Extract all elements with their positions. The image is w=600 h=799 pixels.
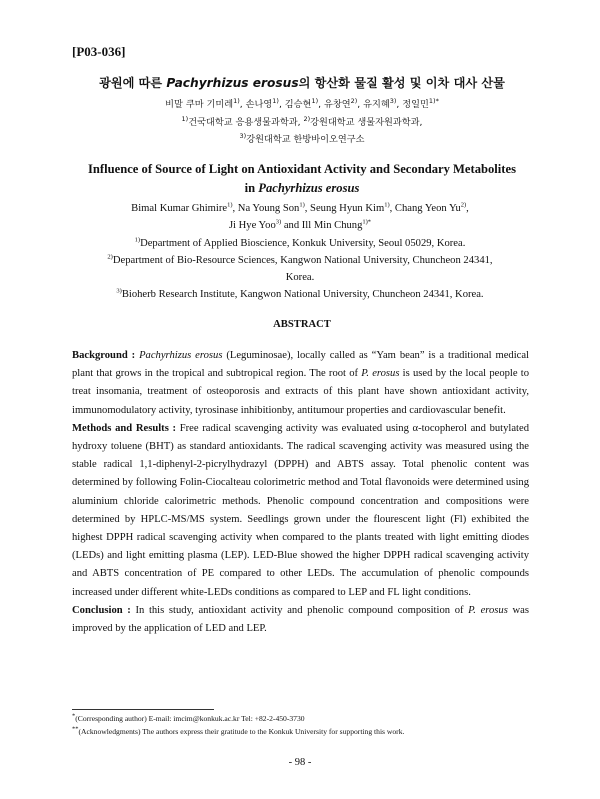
korean-title-post: 의 항산화 물질 활성 및 이차 대사 산물 <box>298 76 505 90</box>
english-affiliation-2 <box>60 255 540 266</box>
korean-affiliation-3: 강원대학교 한방바이오연구소 <box>246 134 365 145</box>
background-species: Pachyrhizus erosus <box>139 350 223 361</box>
footnote-text: (Corresponding author) E-mail: imcim@konkuk.ac.kr Tel: +82-2-450-3730 <box>75 714 305 723</box>
korean-title-species: Pachyrhizus erosus <box>166 76 299 90</box>
author-sup: 3) <box>389 96 397 105</box>
abstract-heading: ABSTRACT <box>273 319 331 330</box>
footnote-divider <box>72 709 214 710</box>
korean-affiliations-line1 <box>72 114 532 128</box>
methods-label: Methods and Results : <box>72 422 180 434</box>
author-separator: , <box>389 203 395 214</box>
affil-sup: 3) <box>116 287 122 295</box>
author-separator: , <box>239 99 246 110</box>
affil-sup: 3) <box>239 131 247 140</box>
author-name: Bimal Kumar Ghimire <box>131 203 228 214</box>
author-name: and Ill Min Chung <box>281 220 363 231</box>
methods-paragraph <box>72 420 529 602</box>
korean-affiliation-2: 강원대학교 생물자원과학과, <box>310 117 423 128</box>
author-sup: 1) <box>227 201 233 209</box>
author-name: 정일민 <box>402 99 429 110</box>
author-separator: , <box>396 99 403 110</box>
author-sup: 1)* <box>428 96 439 105</box>
footnote-sup: ** <box>72 725 79 733</box>
affil-sup: 2) <box>303 114 311 123</box>
author-name: Ji Hye Yoo <box>228 220 276 231</box>
english-authors-line2 <box>60 220 540 231</box>
author-sup: 1) <box>233 96 240 105</box>
author-sup: 3) <box>275 218 282 226</box>
conclusion-label: Conclusion : <box>72 604 136 616</box>
author-name: 유지혜 <box>363 99 390 110</box>
author-name: Chang Yeon Yu <box>394 203 461 214</box>
author-name: Na Young Son <box>237 203 300 214</box>
footnote-acknowledgments <box>72 727 404 736</box>
author-separator: , <box>466 203 469 214</box>
english-affiliation-2-cont: Korea. <box>285 272 315 283</box>
author-name: 유창연 <box>323 99 351 110</box>
background-text-2: is used by the local people to treat insomania, treatment of osteoporosis and extracts of this plant have shown antioxidant activity, immunomodulatory activity, tyrosinase inhibitionby, antitumour properties and cardiovascular benefit. <box>72 368 529 416</box>
affiliation-text: Bioherb Research Institute, Kangwon National University, Chuncheon 24341, Korea. <box>121 289 484 300</box>
author-sup: 1) <box>299 201 305 209</box>
affiliation-text: Department of Bio-Resource Sciences, Kangwon National University, Chuncheon 24341, <box>112 255 493 266</box>
poster-code: [P03-036] <box>72 44 126 59</box>
korean-title-pre: 광원에 따른 <box>99 76 167 90</box>
english-title-species: Pachyrhizus erosus <box>258 181 360 195</box>
affiliation-text: Department of Applied Bioscience, Konkuk University, Seoul 05029, Korea. <box>140 238 466 249</box>
background-text: (Leguminosae), locally called as “Yam bean” is a traditional medical plant that grows in the tropical and subtropical region. The root of <box>72 350 529 380</box>
conclusion-text: In this study, antioxidant activity and phenolic compound composition of <box>135 604 469 616</box>
footnote-text: (Acknowledgments) The authors express their gratitude to the Konkuk University for supporting this work. <box>78 727 405 736</box>
english-title-line2 <box>72 181 532 196</box>
korean-authors <box>72 96 532 110</box>
author-name: Seung Hyun Kim <box>310 203 385 214</box>
author-separator: , <box>357 99 364 110</box>
affil-sup: 1) <box>134 236 141 244</box>
page-number: - 98 - <box>288 757 312 768</box>
background-label: Background : <box>72 350 140 361</box>
affil-sup: 1) <box>181 114 189 123</box>
english-affiliation-1 <box>60 238 540 249</box>
abstract-body <box>72 347 529 638</box>
methods-text: Free radical scavenging activity was evaluated using α-tocopherol and butylated hydroxy toluene (BHT) as standard antioxidants. The radical scavenging activity was measured using the stable radical 1,1-diphenyl-2-picrylhydrazyl (DPPH) and ABTS assay. Total phenolic content was determined by following Folin-Ciocalteau colorimetric method and Total flavonoids were determined using aluminium chloride calorimetric methods. Phenolic compound concentration and compositions were determined by HPLC-MS/MS system. Seedlings grown under the flourescent light (Fl) exhibited the highest DPPH radical scavenging activity when compared to the plants treated with light emitting diodes (LEDs) and light emitting plasma (LEP). LED-Blue showed the higher DPPH radical scavenging activity and ABTS concentration of PE compared to other LEDs. The accumulation of phenolic compounds increased under different white-LEDs conditions as compared to LEP and FL light conditions. <box>72 422 529 598</box>
affil-sup: 2) <box>107 253 113 261</box>
author-sup: 2) <box>350 96 358 105</box>
author-separator: , <box>278 99 285 110</box>
author-sup: 1) <box>311 96 319 105</box>
author-sup: 2) <box>460 201 467 209</box>
author-sup: 1)* <box>362 218 372 226</box>
footnote-sup: * <box>72 712 76 720</box>
footnote-corresponding <box>72 714 305 723</box>
conclusion-paragraph <box>72 602 529 638</box>
author-name: 비말 쿠마 기미레 <box>165 99 234 110</box>
author-sup: 1) <box>384 201 390 209</box>
author-sup: 1) <box>272 96 279 105</box>
conclusion-text-2: was improved by the application of LED and LEP. <box>72 604 529 635</box>
english-title-line1: Influence of Source of Light on Antioxidant Activity and Secondary Metabolites <box>88 162 516 176</box>
author-separator: , <box>304 203 311 214</box>
korean-affiliations-line2 <box>72 131 532 145</box>
conclusion-species: P. erosus <box>468 604 508 616</box>
author-separator: , <box>318 99 324 110</box>
author-name: 손나영 <box>245 99 273 110</box>
english-affiliation-3 <box>60 289 540 300</box>
english-authors-line1 <box>60 203 540 214</box>
korean-affiliation-1: 건국대학교 응용생물과학과, <box>188 117 304 128</box>
korean-title <box>72 74 532 91</box>
author-name: 김승현 <box>284 99 312 110</box>
background-paragraph <box>72 347 529 420</box>
author-separator: , <box>232 203 238 214</box>
background-species-2: P. erosus <box>361 368 400 380</box>
english-title-in: in <box>244 181 259 195</box>
